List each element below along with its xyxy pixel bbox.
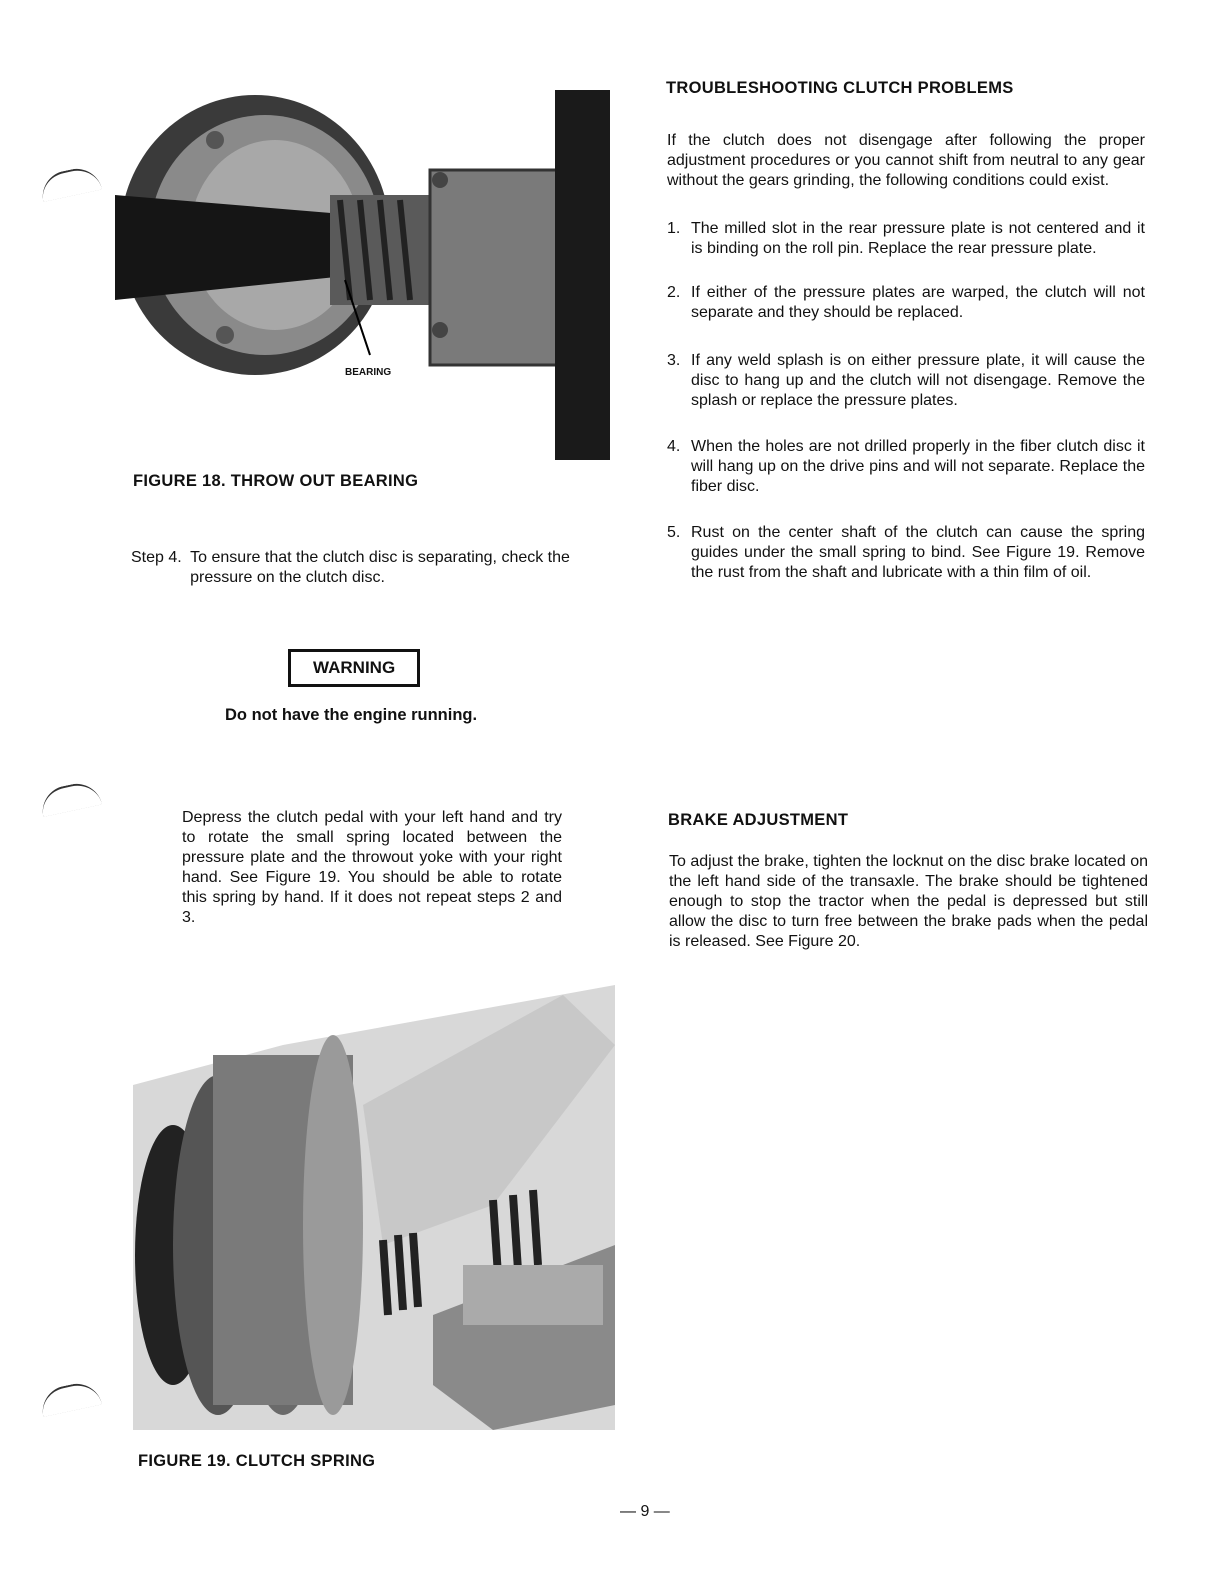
item-text: Rust on the center shaft of the clutch can cause the spring guides under the small spring to bind. See Figure 19. Remove the rust from the shaft and lubricate with a thin film of oil. xyxy=(691,524,1145,581)
step-label: Step 4. xyxy=(131,549,182,566)
binder-hole-mark xyxy=(38,1379,102,1417)
brake-heading: BRAKE ADJUSTMENT xyxy=(668,811,849,829)
bearing-callout: BEARING xyxy=(345,367,392,378)
item-text: If any weld splash is on either pressure plate, it will cause the disc to hang up and the clutch will not disengage. Remove the splash or replace the pressure plates. xyxy=(691,352,1145,409)
item-text: When the holes are not drilled properly in the fiber clutch disc it will hang up on the drive pins and will not separate. Replace the fiber disc. xyxy=(691,438,1145,495)
troubleshooting-item xyxy=(667,437,1145,497)
troubleshooting-heading: TROUBLESHOOTING CLUTCH PROBLEMS xyxy=(666,79,1014,97)
binder-hole-mark xyxy=(38,779,102,817)
binder-hole-mark xyxy=(38,164,102,202)
item-text: If either of the pressure plates are warped, the clutch will not separate and they should be replaced. xyxy=(691,284,1145,321)
page-number: — 9 — xyxy=(620,1503,670,1520)
step-4 xyxy=(131,548,609,588)
throw-out-bearing-image xyxy=(115,85,610,460)
item-number: 2. xyxy=(667,284,681,301)
troubleshooting-item xyxy=(667,523,1145,583)
step-text: To ensure that the clutch disc is separating, check the pressure on the clutch disc. xyxy=(190,549,570,586)
brake-text: To adjust the brake, tighten the locknut on the disc brake located on the left hand side of the transaxle. The brake should be tightened enough to stop the tractor when the pedal is depressed but still allow the disc to turn free between the brake pads when the pedal is released. See Figure 20. xyxy=(669,853,1148,950)
figure-18-photo xyxy=(115,85,610,460)
item-number: 3. xyxy=(667,352,681,369)
troubleshooting-item xyxy=(667,283,1145,323)
depress-instructions: Depress the clutch pedal with your left hand and try to rotate the small spring located between the pressure plate and the throwout yoke with your right hand. See Figure 19. You should be able to rotate this spring by hand. If it does not repeat steps 2 and 3. xyxy=(182,809,562,926)
item-text: The milled slot in the rear pressure plate is not centered and it is binding on the roll pin. Replace the rear pressure plate. xyxy=(691,220,1145,257)
warning-text: Do not have the engine running. xyxy=(225,706,478,724)
troubleshooting-item xyxy=(667,219,1145,259)
warning-box: WARNING xyxy=(288,649,420,687)
figure-19-photo xyxy=(133,985,615,1430)
troubleshooting-intro: If the clutch does not disengage after following the proper adjustment procedures or you cannot shift from neutral to any gear without the gears grinding, the following conditions could exist. xyxy=(667,132,1145,189)
troubleshooting-section xyxy=(667,131,1145,583)
item-number: 5. xyxy=(667,524,681,541)
item-number: 1. xyxy=(667,220,681,237)
troubleshooting-item xyxy=(667,351,1145,411)
clutch-spring-image xyxy=(133,985,615,1430)
item-number: 4. xyxy=(667,438,681,455)
figure-18-caption: FIGURE 18. THROW OUT BEARING xyxy=(133,472,419,490)
figure-19-caption: FIGURE 19. CLUTCH SPRING xyxy=(138,1452,376,1470)
